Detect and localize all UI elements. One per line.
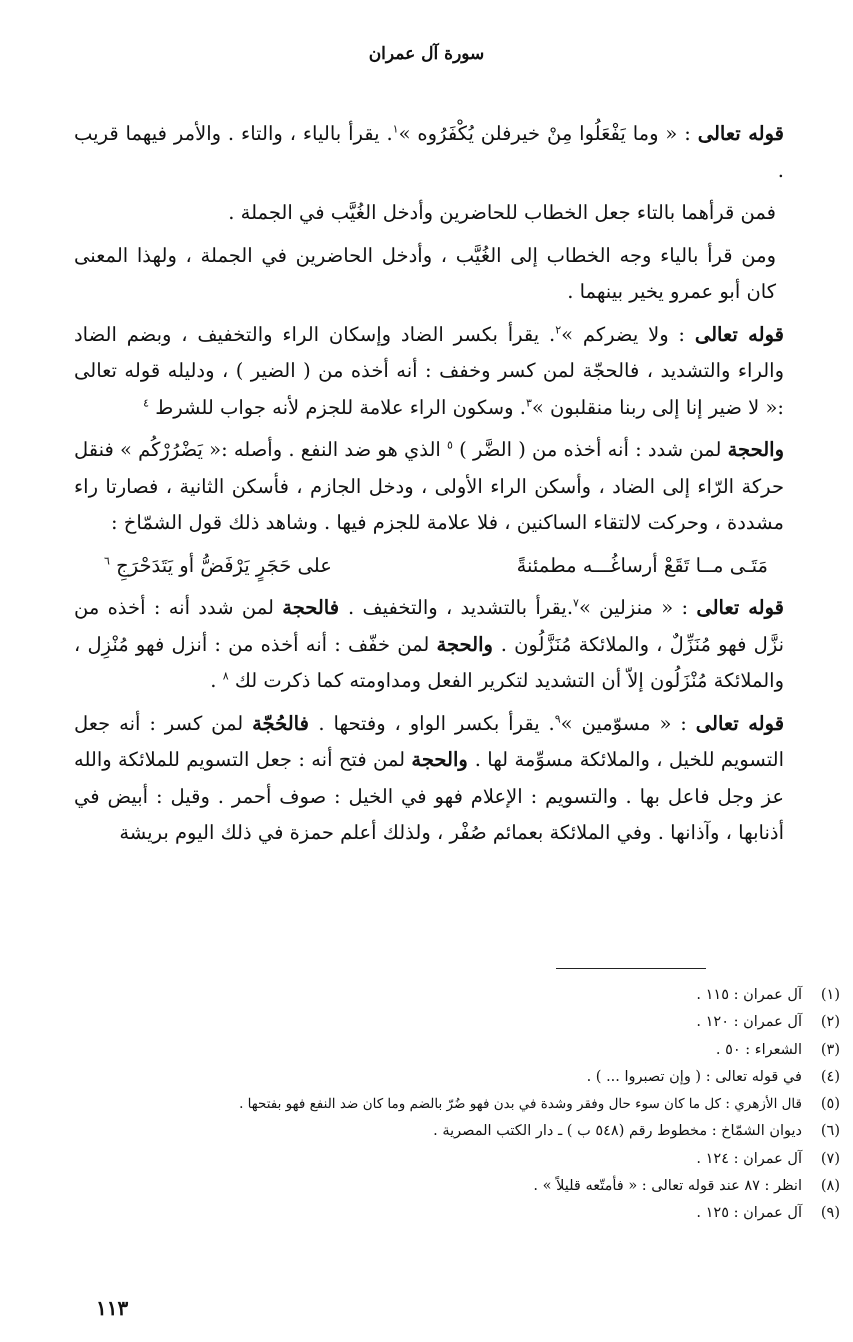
- quoted-verse: : « وما يَفْعَلُوا مِنْ خيرفلن يُكْفَرُوه »: [398, 122, 698, 145]
- footnote-number: (٨): [820, 1178, 840, 1195]
- footnote-text: قال الأزهري : كل ما كان سوء حال وفقر وشدة في بدن فهو ضُرّ بالضم وما كان ضد النفع فهو بفتحها .: [239, 1096, 802, 1113]
- paragraph-text: لمن فتح أنه : جعل التسويم للملائكة والله عز وجل فاعل بها . والتسويم : الإعلام فهو في الخيل : صوف أحمر . وقيل : أبيض في أذنابها ، وآذانها . وفي الملائكة بعمائم صُفْر ، ولذلك أعلم حمزة في ذلك اليوم بريشة: [74, 748, 784, 844]
- paragraph-text: لمن كسر : أنه جعل التسويم للخيل ، والملائكة مسوِّمة لها .: [74, 711, 784, 771]
- paragraph-4: [74, 317, 784, 427]
- paragraph-text: . وسكون الراء علامة للجزم لأنه جواب للشرط: [155, 395, 526, 419]
- paragraph-6: [74, 590, 784, 700]
- footnote-ref: ٩: [554, 712, 561, 725]
- bold-term: والحجة: [436, 632, 501, 656]
- paragraph-2: فمن قرأهما بالتاء جعل الخطاب للحاضرين وأدخل الغُيَّب في الجملة .: [228, 201, 776, 224]
- paragraph-3: ومن قرأ بالياء وجه الخطاب إلى الغُيَّب ، وأدخل الحاضرين في الجملة ، ولهذا المعنى كان أبو عمرو يخير بينهما .: [74, 243, 776, 303]
- paragraph-text: . يقرأ بكسر الضاد وإسكان الراء والتخفيف ، وبضم الضاد والراء والتشديد ، فالحجّة لمن كسر وخفف : أنه أخذه من ( الضير ) ، ودليله قوله تعالى :« لا ضير إنا إلى ربنا منقلبون »: [74, 322, 784, 419]
- paragraph-text: . يقرأ بالياء ، والتاء . والأمر فيهما قريب .: [74, 122, 784, 182]
- footnote-ref: ١: [392, 122, 399, 136]
- paragraph-1: [74, 116, 784, 189]
- lead-phrase: قوله تعالى: [696, 596, 784, 619]
- footnote-item: [60, 1009, 840, 1036]
- footnote-text: في قوله تعالى : ( وإن تصبروا ... ) .: [586, 1068, 802, 1085]
- paragraph-text: لمن شدد : أنه أخذه من ( الضَّر ): [459, 438, 728, 461]
- footnote-text: ديوان الشمّاخ : مخطوط رقم (٥٤٨ ب ) ـ دار الكتب المصرية .: [433, 1123, 802, 1140]
- main-text: [74, 116, 784, 858]
- footnote-item: [60, 1200, 840, 1227]
- footnote-number: (٦): [820, 1123, 840, 1140]
- footnote-text: آل عمران : ١٢٠ .: [696, 1014, 802, 1031]
- verse-second-hemistich: [104, 548, 332, 585]
- bold-term: فالحُجّة: [252, 711, 319, 735]
- footnote-text: آل عمران : ١١٥ .: [696, 987, 802, 1003]
- footnotes: [60, 982, 840, 1228]
- footnote-text: انظر : ٨٧ عند قوله تعالى : « فأمتّعه قليلاً » .: [533, 1178, 802, 1195]
- lead-phrase: قوله تعالى: [694, 322, 784, 346]
- page-number: ١١٣: [96, 1296, 129, 1320]
- lead-phrase: قوله تعالى: [697, 122, 784, 145]
- footnote-number: (٩): [820, 1205, 840, 1222]
- footnote-item: [60, 1064, 840, 1091]
- footnote-ref: ٦: [104, 554, 110, 567]
- footnote-item: [60, 1118, 840, 1145]
- footnote-ref: ٧: [573, 596, 579, 610]
- verse-second-text: على حَجَرٍ يَرْفَضُّ أو يَتَدَحْرَجِ: [116, 553, 332, 577]
- paragraph-text: لمن شدد أنه : أخذه من نزَّل فهو مُنَزِّلٌ ، والملائكة مُنَزَّلُون .: [74, 596, 785, 656]
- verse-first-hemistich: مَتَـى مــا تَقَعْ أرساغُـــه مطمئنةً: [516, 553, 768, 577]
- quoted-verse: : « مسوّمين »: [560, 711, 696, 735]
- footnote-number: (٧): [820, 1150, 840, 1167]
- paragraph-text: الذي هو ضد النفع . وأصله :« يَضْرُرْكُم » فنقل حركة الرّاء إلى الضاد ، وأسكن الراء الأولى ، ودخل الجازم ، فأسكن الثانية ، فصارتا راء مشددة ، وحركت لالتقاء الساكنين ، فلا علامة للجزم فيها . وشاهد ذلك قول الشمّاخ :: [74, 438, 784, 534]
- footnote-ref: ٥: [447, 438, 453, 452]
- paragraph-text: .: [210, 669, 223, 692]
- footnote-number: (٢): [820, 1014, 840, 1031]
- footnote-separator: [556, 968, 706, 969]
- bold-term: والحجة: [411, 748, 475, 771]
- bold-term: فالحجة: [282, 596, 348, 619]
- footnote-item: [60, 1037, 840, 1064]
- paragraph-5: [74, 432, 784, 542]
- footnote-ref: ٢: [555, 323, 562, 336]
- footnote-number: (٥): [820, 1096, 840, 1113]
- lead-phrase: والحجة: [727, 438, 784, 461]
- footnote-item: [60, 1091, 840, 1118]
- footnote-ref: ٤: [143, 396, 150, 409]
- poetry-verse: [74, 548, 784, 585]
- paragraph-text: لمن خفّف : أنه أخذه من : أنزل فهو مُنْزِل ، والملائكة مُنْزَلُون إلاّ أن التشديد لتكرير الفعل ومداومته كما ذكرت لك: [74, 632, 784, 692]
- lead-phrase: قوله تعالى: [695, 711, 785, 735]
- quoted-verse: : ولا يضركم »: [561, 322, 695, 346]
- footnote-item: [60, 1173, 840, 1200]
- quoted-verse: : « منزلين »: [578, 596, 697, 619]
- footnote-text: آل عمران : ١٢٤ .: [696, 1150, 802, 1167]
- footnote-item: [60, 982, 840, 1009]
- running-header: سورة آل عمران: [368, 44, 485, 64]
- footnote-text: آل عمران : ١٢٥ .: [696, 1205, 802, 1222]
- footnote-ref: ٣: [525, 396, 532, 409]
- paragraph-text: .يقرأ بالتشديد ، والتخفيف .: [347, 596, 574, 619]
- footnote-number: (٣): [820, 1041, 840, 1058]
- footnote-number: (٤): [820, 1068, 840, 1085]
- footnote-number: (١): [820, 987, 840, 1003]
- footnote-ref: ٨: [222, 669, 229, 683]
- paragraph-7: [74, 706, 784, 852]
- footnote-item: [60, 1146, 840, 1173]
- footnote-text: الشعراء : ٥٠ .: [715, 1041, 802, 1058]
- paragraph-text: . يقرأ بكسر الواو ، وفتحها .: [318, 711, 555, 735]
